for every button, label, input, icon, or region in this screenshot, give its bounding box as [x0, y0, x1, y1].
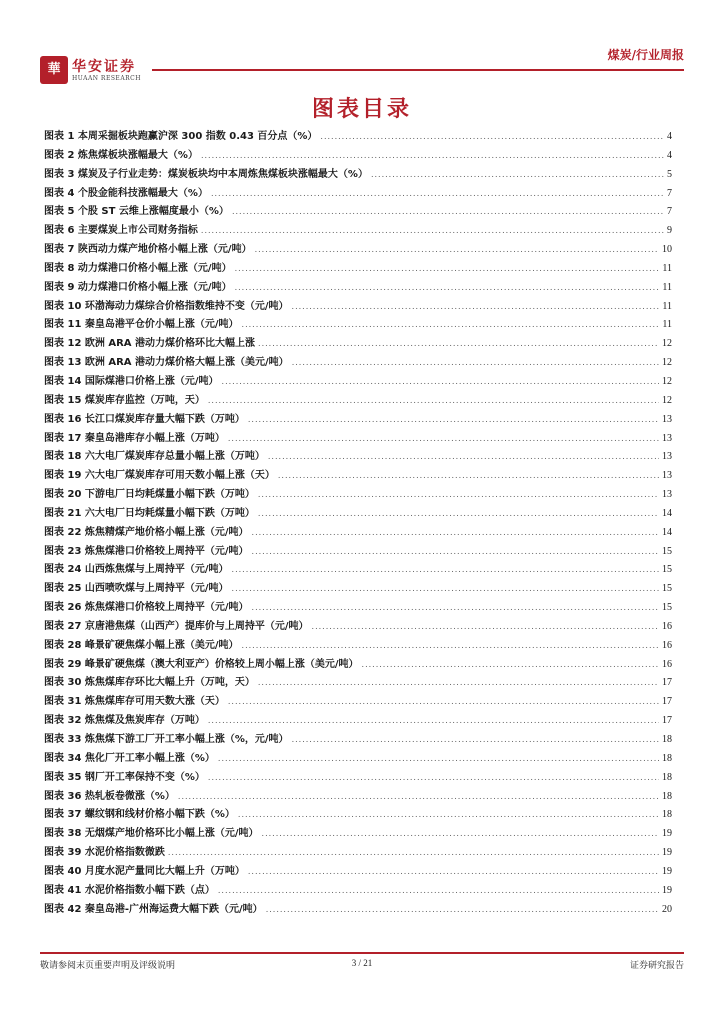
toc-entry[interactable]: [44, 711, 672, 730]
toc-dot-leader: [235, 283, 660, 292]
toc-entry-label[interactable]: 图表 37 螺纹钢和线材价格小幅下跌（%）: [44, 809, 235, 821]
toc-entry-page[interactable]: 18: [662, 809, 672, 821]
toc-entry[interactable]: [44, 749, 672, 768]
toc-entry-page[interactable]: 16: [662, 620, 672, 632]
toc-entry[interactable]: [44, 334, 672, 353]
toc-entry-label[interactable]: 图表 33 炼焦煤下游工厂开工率小幅上涨（%，元/吨）: [44, 734, 289, 745]
toc-dot-leader: [258, 678, 659, 687]
toc-dot-leader: [252, 528, 659, 537]
toc-dot-leader: [201, 151, 664, 160]
toc-entry[interactable]: [44, 692, 672, 711]
toc-dot-leader: [222, 377, 659, 386]
toc-entry[interactable]: [44, 221, 672, 240]
toc-entry-page[interactable]: 19: [662, 865, 672, 877]
toc-entry-label[interactable]: 图表 16 长江口煤炭库存量大幅下跌（万吨）: [44, 413, 245, 425]
toc-entry-page[interactable]: 13: [662, 451, 672, 463]
toc-entry-page[interactable]: 16: [662, 658, 672, 670]
toc-entry-label[interactable]: 图表 29 峰景矿硬焦煤（澳大利亚产）价格较上周小幅上涨（美元/吨）: [44, 658, 359, 670]
toc-entry-page[interactable]: 7: [667, 206, 672, 218]
toc-dot-leader: [258, 339, 659, 348]
toc-entry-page[interactable]: 12: [662, 357, 672, 369]
toc-entry-page[interactable]: 4: [667, 131, 672, 142]
toc-entry-page[interactable]: 19: [662, 884, 672, 896]
toc-entry-page[interactable]: 17: [662, 696, 672, 708]
toc-entry-label[interactable]: 图表 27 京唐港焦煤（山西产）提库价与上周持平（元/吨）: [44, 620, 309, 632]
toc-entry-label[interactable]: 图表 32 炼焦煤及焦炭库存（万吨）: [44, 715, 205, 727]
toc-dot-leader: [371, 170, 664, 179]
toc-entry-page[interactable]: 9: [667, 225, 672, 237]
toc-entry-label[interactable]: 图表 11 秦皇岛港平仓价小幅上涨（元/吨）: [44, 319, 239, 331]
toc-entry-label[interactable]: 图表 20 下游电厂日均耗煤量小幅下跌（万吨）: [44, 489, 255, 501]
toc-entry-label[interactable]: 图表 24 山西炼焦煤与上周持平（元/吨）: [44, 564, 229, 576]
toc-entry-label[interactable]: 图表 5 个股 ST 云维上涨幅度最小（%）: [44, 206, 229, 218]
toc-entry[interactable]: [44, 843, 672, 862]
toc-dot-leader: [218, 754, 659, 763]
toc-entry-label[interactable]: 图表 12 欧洲 ARA 港动力煤价格环比大幅上涨: [44, 338, 256, 350]
table-of-figures: [44, 127, 672, 918]
toc-entry[interactable]: [44, 315, 672, 334]
toc-entry-page[interactable]: 13: [662, 413, 672, 425]
toc-entry-label[interactable]: 图表 39 水泥价格指数微跌: [44, 847, 165, 859]
toc-dot-leader: [208, 396, 659, 405]
toc-entry-label[interactable]: 图表 17 秦皇岛港库存小幅上涨（万吨）: [44, 432, 225, 444]
document-type: 煤炭/行业周报: [607, 48, 684, 62]
toc-entry[interactable]: [44, 278, 672, 297]
toc-entry-label[interactable]: 图表 21 六大电厂日均耗煤量小幅下跌（万吨）: [44, 507, 255, 519]
toc-entry[interactable]: [44, 673, 672, 692]
toc-entry-label[interactable]: 图表 7 陕西动力煤产地价格小幅上涨（元/吨）: [44, 244, 252, 256]
toc-entry-page[interactable]: 15: [662, 602, 672, 614]
toc-entry-label[interactable]: 图表 13 欧洲 ARA 港动力煤价格大幅上涨（美元/吨）: [44, 357, 289, 369]
toc-entry-page[interactable]: 7: [667, 187, 672, 199]
toc-dot-leader: [211, 189, 664, 198]
logo-chinese-name: 华安证券: [72, 59, 136, 75]
toc-entry[interactable]: [44, 146, 672, 165]
toc-dot-leader: [235, 264, 660, 273]
toc-entry-page[interactable]: 4: [667, 149, 672, 161]
toc-entry[interactable]: [44, 655, 672, 674]
toc-entry-page[interactable]: 13: [662, 432, 672, 444]
toc-entry[interactable]: [44, 523, 672, 542]
toc-entry-label[interactable]: 图表 3 煤炭及子行业走势：煤炭板块均中本周炼焦煤板块涨幅最大（%）: [44, 168, 368, 180]
toc-entry[interactable]: [44, 542, 672, 561]
toc-entry-label[interactable]: 图表 15 煤炭库存监控（万吨，天）: [44, 394, 205, 406]
toc-dot-leader: [248, 867, 659, 876]
toc-entry-label[interactable]: 图表 23 炼焦煤港口价格较上周持平（元/吨）: [44, 545, 249, 557]
toc-entry-label[interactable]: 图表 10 环渤海动力煤综合价格指数维持不变（元/吨）: [44, 300, 289, 312]
toc-entry[interactable]: [44, 824, 672, 843]
logo-seal-icon: 華: [40, 56, 68, 84]
toc-entry[interactable]: [44, 579, 672, 598]
toc-entry-page[interactable]: 11: [662, 300, 672, 312]
toc-entry-label[interactable]: 图表 36 热轧板卷微涨（%）: [44, 790, 175, 802]
toc-entry-page[interactable]: 10: [662, 244, 672, 256]
toc-dot-leader: [292, 302, 660, 311]
toc-entry-page[interactable]: 12: [662, 375, 672, 387]
toc-entry[interactable]: [44, 485, 672, 504]
huaan-logo: [40, 56, 140, 90]
toc-dot-leader: [232, 207, 664, 216]
toc-entry-label[interactable]: 图表 19 六大电厂煤炭库存可用天数小幅上涨（天）: [44, 470, 275, 482]
toc-entry-page[interactable]: 15: [662, 564, 672, 576]
toc-entry-label[interactable]: 图表 4 个股金能科技涨幅最大（%）: [44, 187, 208, 199]
toc-dot-leader: [208, 773, 659, 782]
toc-entry-page[interactable]: 5: [667, 168, 672, 180]
toc-dot-leader: [232, 565, 659, 574]
toc-entry-page[interactable]: 18: [662, 734, 672, 745]
toc-entry-label[interactable]: 图表 26 炼焦煤港口价格较上周持平（元/吨）: [44, 602, 249, 614]
toc-entry-page[interactable]: 15: [662, 545, 672, 557]
toc-entry-label[interactable]: 图表 1 本周采掘板块跑赢沪深 300 指数 0.43 百分点（%）: [44, 131, 318, 142]
page-title: 图表目录: [311, 97, 412, 122]
toc-entry-label[interactable]: 图表 41 水泥价格指数小幅下跌（点）: [44, 884, 215, 896]
toc-entry-label[interactable]: 图表 14 国际煤港口价格上涨（元/吨）: [44, 375, 219, 387]
toc-entry[interactable]: [44, 805, 672, 824]
footer-report-type: 证券研究报告: [629, 961, 684, 971]
toc-entry[interactable]: [44, 202, 672, 221]
toc-entry[interactable]: [44, 598, 672, 617]
toc-dot-leader: [362, 660, 659, 669]
toc-entry[interactable]: [44, 259, 672, 278]
toc-dot-leader: [266, 905, 659, 914]
toc-entry-label[interactable]: 图表 2 炼焦煤板块涨幅最大（%）: [44, 149, 198, 161]
toc-entry[interactable]: [44, 184, 672, 203]
header-divider: [152, 69, 684, 71]
toc-entry-page[interactable]: 11: [662, 281, 672, 293]
toc-dot-leader: [252, 603, 659, 612]
page-number: 3 / 21: [351, 958, 373, 968]
toc-entry-page[interactable]: 13: [662, 470, 672, 482]
toc-dot-leader: [258, 490, 659, 499]
toc-dot-leader: [232, 584, 659, 593]
toc-entry-label[interactable]: 图表 25 山西喷吹煤与上周持平（元/吨）: [44, 583, 229, 595]
toc-entry[interactable]: [44, 466, 672, 485]
toc-dot-leader: [312, 622, 659, 631]
toc-entry-page[interactable]: 11: [662, 262, 672, 274]
toc-entry-label[interactable]: 图表 34 焦化厂开工率小幅上涨（%）: [44, 752, 215, 764]
toc-entry-page[interactable]: 13: [662, 489, 672, 501]
toc-dot-leader: [255, 245, 659, 254]
toc-dot-leader: [201, 226, 664, 235]
toc-entry[interactable]: [44, 410, 672, 429]
toc-entry[interactable]: [44, 862, 672, 881]
toc-entry-page[interactable]: 15: [662, 583, 672, 595]
toc-dot-leader: [320, 132, 664, 141]
toc-entry[interactable]: [44, 560, 672, 579]
toc-dot-leader: [268, 452, 659, 461]
toc-dot-leader: [218, 886, 659, 895]
toc-entry-label[interactable]: 图表 8 动力煤港口价格小幅上涨（元/吨）: [44, 262, 232, 274]
toc-entry-page[interactable]: 14: [662, 507, 672, 519]
toc-entry[interactable]: [44, 353, 672, 372]
toc-entry[interactable]: [44, 504, 672, 523]
toc-dot-leader: [228, 434, 659, 443]
toc-entry[interactable]: [44, 429, 672, 448]
toc-entry-page[interactable]: 14: [662, 526, 672, 538]
toc-entry-label[interactable]: 图表 30 炼焦煤库存环比大幅上升（万吨，天）: [44, 677, 255, 689]
toc-entry-label[interactable]: 图表 31 炼焦煤库存可用天数大涨（天）: [44, 696, 225, 708]
toc-dot-leader: [248, 415, 659, 424]
toc-entry-page[interactable]: 18: [662, 771, 672, 783]
toc-dot-leader: [208, 716, 659, 725]
toc-entry[interactable]: [44, 447, 672, 466]
toc-entry-page[interactable]: 12: [662, 338, 672, 350]
toc-entry[interactable]: [44, 617, 672, 636]
toc-dot-leader: [228, 697, 659, 706]
toc-entry-label[interactable]: 图表 6 主要煤炭上市公司财务指标: [44, 225, 198, 237]
toc-entry[interactable]: [44, 165, 672, 184]
toc-dot-leader: [178, 792, 659, 801]
toc-dot-leader: [242, 320, 660, 329]
page-footer: [40, 958, 684, 972]
toc-entry-page[interactable]: 18: [662, 752, 672, 764]
toc-entry-page[interactable]: 19: [662, 828, 672, 840]
toc-entry-label[interactable]: 图表 40 月度水泥产量同比大幅上升（万吨）: [44, 865, 245, 877]
toc-entry[interactable]: [44, 636, 672, 655]
toc-entry[interactable]: [44, 240, 672, 259]
footer-divider: [40, 952, 684, 954]
toc-entry-page[interactable]: 17: [662, 677, 672, 689]
toc-entry-page[interactable]: 18: [662, 790, 672, 802]
toc-entry[interactable]: [44, 900, 672, 919]
toc-entry-page[interactable]: 16: [662, 639, 672, 651]
toc-dot-leader: [292, 358, 659, 367]
toc-entry-page[interactable]: 20: [662, 903, 672, 915]
toc-dot-leader: [258, 509, 659, 518]
toc-entry[interactable]: [44, 297, 672, 316]
page-header: [40, 40, 684, 90]
toc-entry[interactable]: [44, 787, 672, 806]
toc-dot-leader: [168, 848, 659, 857]
toc-entry-label[interactable]: 图表 9 动力煤港口价格小幅上涨（元/吨）: [44, 281, 232, 293]
toc-entry-label[interactable]: 图表 38 无烟煤产地价格环比小幅上涨（元/吨）: [44, 828, 259, 840]
toc-entry-label[interactable]: 图表 22 炼焦精煤产地价格小幅上涨（元/吨）: [44, 526, 249, 538]
toc-dot-leader: [262, 829, 659, 838]
toc-entry[interactable]: [44, 391, 672, 410]
toc-entry-label[interactable]: 图表 28 峰景矿硬焦煤小幅上涨（美元/吨）: [44, 639, 239, 651]
toc-dot-leader: [242, 641, 659, 650]
toc-dot-leader: [252, 547, 659, 556]
toc-dot-leader: [292, 735, 659, 744]
toc-dot-leader: [278, 471, 659, 480]
toc-entry-page[interactable]: 19: [662, 847, 672, 859]
toc-entry[interactable]: [44, 127, 672, 146]
toc-entry-page[interactable]: 11: [662, 319, 672, 331]
toc-entry-label[interactable]: 图表 18 六大电厂煤炭库存总量小幅上涨（万吨）: [44, 451, 265, 463]
toc-entry[interactable]: [44, 768, 672, 787]
toc-entry-page[interactable]: 12: [662, 394, 672, 406]
toc-entry-label[interactable]: 图表 35 钢厂开工率保持不变（%）: [44, 771, 205, 783]
toc-entry[interactable]: [44, 730, 672, 749]
toc-dot-leader: [238, 810, 659, 819]
toc-entry[interactable]: [44, 881, 672, 900]
toc-entry-label[interactable]: 图表 42 秦皇岛港-广州海运费大幅下跌（元/吨）: [44, 903, 263, 915]
toc-entry[interactable]: [44, 372, 672, 391]
logo-english-name: HUAAN RESEARCH: [72, 75, 141, 82]
footer-disclaimer: 敬请参阅末页重要声明及评级说明: [40, 961, 176, 971]
toc-entry-page[interactable]: 17: [662, 715, 672, 727]
